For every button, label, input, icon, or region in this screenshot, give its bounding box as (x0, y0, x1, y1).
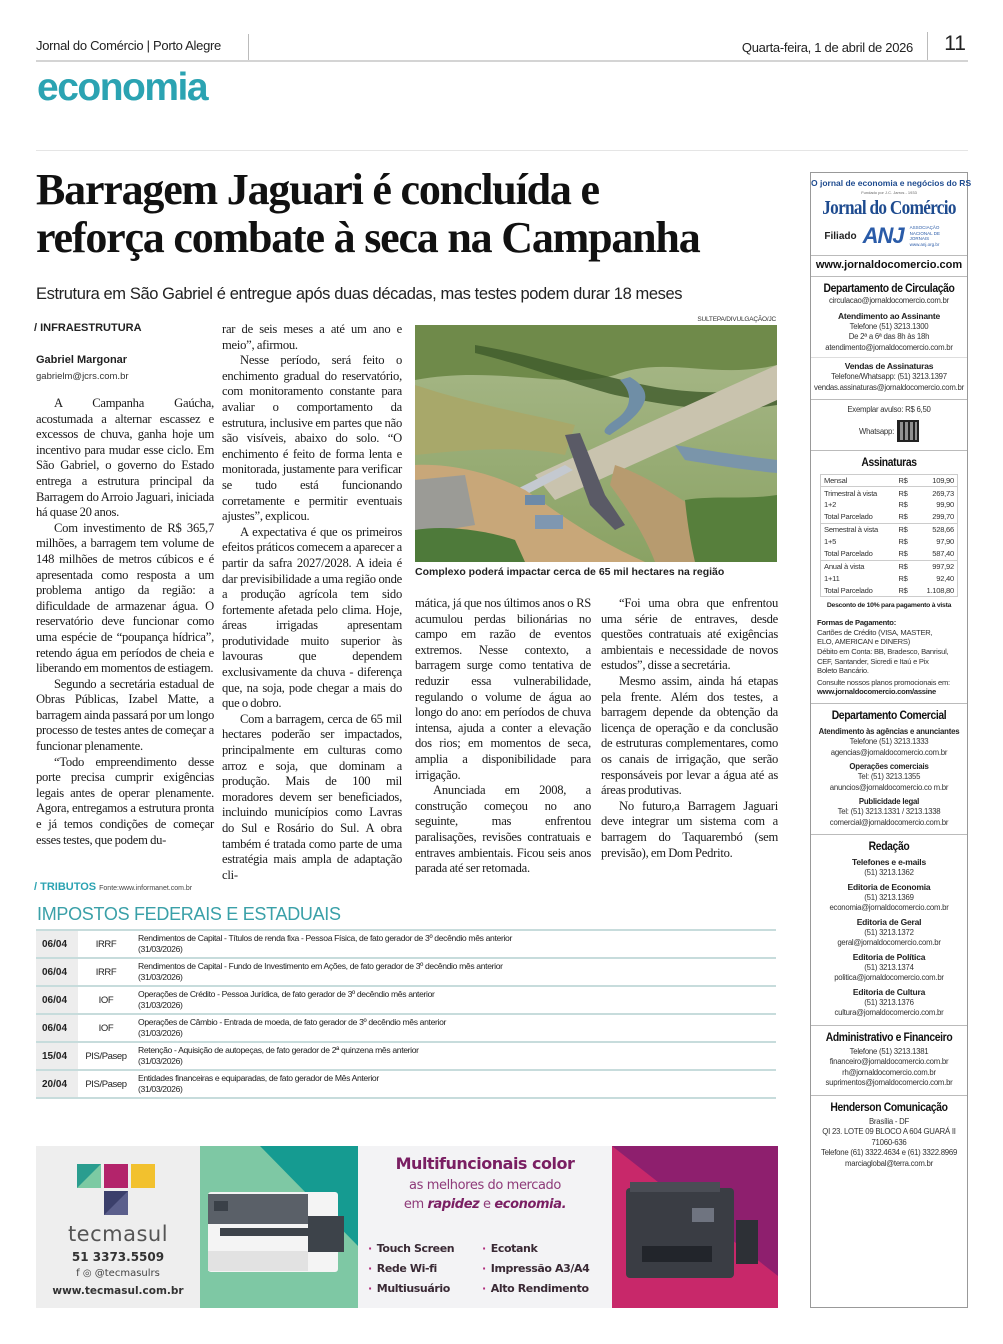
ad-website[interactable]: www.tecmasul.com.br (52, 1285, 184, 1297)
article-column-2 (222, 322, 402, 882)
henderson-phones: Telefone (61) 3322.4634 e (61) 3322.8969 (820, 1148, 958, 1157)
paragraph: Segundo a secretária estadual de Obras Públicas, Izabel Matte, a barragem ainda passará por um longo processo de testes antes de começar a funcionar plenamente. (36, 676, 214, 754)
avulso-price: Exemplar avulso: R$ 6,50 (847, 405, 931, 414)
author-name: Gabriel Margonar (36, 354, 128, 366)
plan-name: Anual à vista (821, 560, 896, 572)
ad-brand-name: tecmasul (67, 1222, 169, 1246)
tax-reference-date: (31/03/2026) (138, 1028, 183, 1038)
subscription-price-table (820, 474, 958, 598)
currency: R$ (898, 548, 908, 558)
subscription-row (821, 584, 958, 596)
rh-email[interactable]: rh@jornaldocomercio.com.br (842, 1067, 936, 1077)
plan-price: 99,90 (936, 500, 954, 510)
tecmasul-advertisement[interactable] (36, 1146, 778, 1308)
editoria-phone: (51) 3213.1372 (864, 927, 914, 937)
plan-price: 587,40 (932, 548, 954, 558)
currency: R$ (898, 475, 908, 485)
tax-row (36, 930, 776, 958)
tax-due-date: 06/04 (36, 958, 78, 986)
suprimentos-email[interactable]: suprimentos@jornaldocomercio.com.br (825, 1078, 953, 1087)
tax-row (36, 1070, 776, 1098)
ad-printer-panel-2 (612, 1146, 778, 1308)
tax-reference-date: (31/03/2026) (138, 1000, 183, 1010)
jornal-do-comercio-logo: Jornal do Comércio (822, 197, 956, 219)
paragraph: “Todo empreendimento desse porte precisa cumprir exigências legais antes de operar plenamente. Agora, entregamos a estrutura pronta e já temos condições de começar esses testes, que podem du- (36, 754, 214, 847)
assinaturas-title: Assinaturas (861, 456, 917, 469)
legal-phone: Tel: (51) 3213.1331 / 3213.1338 (837, 807, 941, 816)
photo-caption: Complexo poderá impactar cerca de 65 mil hectares na região (415, 566, 725, 578)
paragraph: rar de seis meses a até um ano e meio”, afirmou. (222, 322, 402, 352)
redacao-box (811, 835, 967, 1026)
headline-line: reforça combate à seca na Campanha (36, 213, 700, 262)
article-column-3 (415, 596, 591, 876)
ad-tagline-2 (358, 1196, 612, 1213)
tax-reference-date: (31/03/2026) (138, 944, 183, 954)
ad-text-emphasis: rapidez (427, 1197, 480, 1212)
agencias-title: Atendimento às agências e anunciantes (818, 727, 960, 736)
ad-feature: · Ecotank (482, 1242, 537, 1256)
assinante-email[interactable]: atendimento@jornaldocomercio.com.br (825, 342, 953, 352)
operacoes-title: Operações comerciais (849, 762, 929, 771)
article-kicker: / INFRAESTRUTURA (34, 322, 142, 334)
subscription-row (821, 536, 958, 548)
payment-line: Cartões de Crédito (VISA, MASTER, (817, 627, 933, 637)
editoria-email[interactable]: politica@jornaldocomercio.com.br (834, 973, 944, 982)
redacao-item (811, 882, 967, 914)
issue-date: Quarta-feira, 1 de abril de 2026 (741, 40, 913, 55)
tax-type: IRRF (95, 966, 117, 978)
payment-line: Débito em Conta: BB, Bradesco, Banrisul, (817, 647, 949, 657)
paragraph: A Campanha Gaúcha, acostumada a alternar escassez e excessos de chuva, ganha hoje um incentivo para mudar esse ciclo. Em São Gabriel, o governo do Estado entrega a estrutura principal da Barragem do Arroio Jaguari, iniciada há quase 20 anos. (36, 396, 214, 520)
tax-reference-date: (31/03/2026) (138, 972, 183, 982)
comercial-box (811, 704, 967, 835)
article-headline (36, 166, 796, 262)
plan-price: 1.108,80 (926, 585, 954, 595)
subscription-row (821, 511, 958, 523)
administrativo-box (811, 1026, 967, 1096)
article-subhead: Estrutura em São Gabriel é entregue após duas décadas, mas testes podem durar 18 meses (36, 285, 683, 303)
plan-name: Total Parcelado (824, 585, 873, 595)
currency: R$ (898, 500, 908, 510)
author-email[interactable]: gabrielm@jcrs.com.br (36, 371, 129, 382)
ad-feature: · Alto Rendimento (482, 1282, 589, 1296)
ad-phone: 51 3373.5509 (71, 1250, 165, 1264)
vendas-title: Vendas de Assinaturas (844, 361, 934, 371)
currency: R$ (895, 560, 915, 572)
header-divider (927, 32, 928, 60)
henderson-city: Brasília - DF (868, 1116, 910, 1126)
comercial-title: Departamento Comercial (831, 710, 947, 722)
plan-price: 97,90 (936, 537, 954, 547)
plan-name: 1+11 (824, 573, 840, 583)
tax-type: IOF (98, 994, 114, 1006)
publication-name: Jornal do Comércio | Porto Alegre (36, 38, 221, 53)
avulso-box (811, 400, 967, 451)
henderson-box (811, 1096, 967, 1308)
tax-due-date: 06/04 (36, 930, 78, 958)
filiado-label: Filiado (824, 230, 857, 242)
paragraph: mática, já que nos últimos anos o RS acumulou perdas bilionárias no campo em razão de eventos extremos. Nesse contexto, a barragem surge como tentativa de reduzir essa vulnerabilidade, regulando o volume de água ao longo do ano: em períodos de chuva intensa, ajuda a conter a elevação dos rios; em momentos de seca, amplia a disponibilidade para irrigação. (415, 596, 591, 782)
henderson-email[interactable]: marciaglobal@terra.com.br (845, 1158, 933, 1168)
anj-affiliation (811, 223, 967, 249)
qr-code-icon[interactable] (897, 420, 919, 442)
editoria-title: Editoria de Geral (856, 916, 922, 927)
page-header (36, 30, 968, 62)
section-divider (36, 150, 968, 151)
editoria-title: Editoria de Política (852, 951, 926, 962)
facebook-icon: f (76, 1268, 80, 1279)
page-number: 11 (944, 32, 966, 55)
tax-description (134, 1042, 776, 1070)
plan-price: 997,92 (915, 560, 957, 572)
tax-description-text: Operações de Crédito - Pessoa Jurídica, de fato gerador de 3º decêndio mês anterior (138, 989, 435, 999)
tax-row (36, 1042, 776, 1070)
editoria-email[interactable]: economia@jornaldocomercio.com.br (829, 903, 949, 912)
plan-name: Semestral à vista (821, 524, 896, 536)
assinaturas-box (811, 451, 967, 705)
article-column-4 (601, 596, 778, 866)
paragraph: Mesmo assim, ainda há etapas pela frente. Além dos testes, a barragem depende da obtenção da licença de operação e da conclusão de estruturas complementares, como os canais de irrigação, que serão responsáveis por levar a água até as áreas produtivas. (601, 673, 778, 798)
dam-aerial-photo (415, 325, 777, 562)
header-divider (248, 34, 249, 60)
editoria-phone: (51) 3213.1374 (864, 962, 914, 972)
tax-description-text: Retenção - Aquisição de autopeças, de fato gerador de 2ª quinzena mês anterior (138, 1045, 419, 1055)
tax-description (134, 1014, 776, 1042)
henderson-address: QI 23. LOTE 09 BLOCO A 604 GUARÁ II (822, 1127, 956, 1136)
redacao-item (811, 857, 967, 879)
paragraph: No futuro,a Barragem Jaguari deve integrar um sistema com a barragem do Taquarembó (sem previsão), em Dom Pedrito. (601, 798, 778, 860)
plan-price: 528,66 (915, 524, 957, 536)
tax-description-text: Operações de Câmbio - Entrada de moeda, de fato gerador de 3º decêndio mês anterior (138, 1017, 447, 1027)
currency: R$ (898, 512, 908, 522)
vendas-phone: Telefone/Whatsapp: (51) 3213.1397 (831, 372, 947, 381)
operacoes-email[interactable]: anuncios@jornaldocomercio.co m.br (829, 782, 949, 792)
editoria-phone: (51) 3213.1369 (864, 892, 914, 902)
plan-price: 92,40 (936, 573, 954, 583)
ad-brand-panel (36, 1146, 200, 1308)
ad-feature: · Touch Screen (368, 1242, 454, 1256)
redacao-item (811, 952, 967, 984)
editoria-email[interactable]: geral@jornaldocomercio.com.br (837, 938, 941, 947)
ad-printer-panel (200, 1146, 358, 1308)
tributos-label: / TRIBUTOS (34, 881, 97, 893)
tax-reference-date: (31/03/2026) (138, 1084, 183, 1094)
tax-due-date: 06/04 (36, 986, 78, 1014)
payment-line: Boleto Bancário. (817, 666, 869, 676)
subscription-row (821, 499, 958, 511)
administrativo-phone: Telefone (51) 3213.1381 (849, 1046, 929, 1056)
payment-methods (811, 618, 967, 697)
ad-feature: · Rede Wi-fi (368, 1262, 437, 1276)
operacoes-phone: Tel: (51) 3213.1355 (857, 772, 921, 781)
promo-link[interactable]: www.jornaldocomercio.com/assine (817, 687, 936, 697)
ad-social (36, 1267, 200, 1280)
paragraph: Nesse período, será feito o enchimento gradual do reservatório, com monitoramento constante para avaliar o comportamento da estrutura, inclusive em partes que não são visíveis, abaixo do solo. “O enchimento é feito de forma lenta e monitorada, justamente para verificar se tudo está funcionando corretamente e permitir eventuais ajustes”, explicou. (222, 353, 402, 524)
masthead-founded: Fundado por J.C. Jarros - 1933 (861, 190, 917, 195)
currency: R$ (898, 537, 908, 547)
tributos-source: Fonte:www.informanet.com.br (99, 885, 193, 892)
promo-text: Consulte nossos planos promocionais em: (817, 677, 950, 687)
paragraph: Com a barragem, cerca de 65 mil hectares poderão ser impactados, principalmente em culturas como arroz e soja, que dominam a produção. Mais de 100 mil moradores devem ser beneficiados, incluindo municípios como Lavras do Sul e Rosário do Sul. A obra também é tratada como parte de uma estratégia mais ampla de adaptação cli- (222, 711, 402, 882)
ad-tagline: as melhores do mercado (409, 1178, 561, 1193)
redacao-list (811, 857, 967, 1019)
editoria-title: Editoria de Cultura (852, 986, 926, 997)
ad-text: e (483, 1197, 491, 1212)
dam-aerial-illustration (415, 325, 777, 562)
tax-description-text: Rendimentos de Capital - Títulos de renda fixa - Pessoa Física, de fato gerador de 3º decêndio mês anterior (138, 933, 512, 943)
henderson-title: Henderson Comunicação (830, 1101, 948, 1114)
assinante-hours: De 2ª a 6ª das 8h às 18h (848, 332, 930, 341)
agencias-email[interactable]: agencias@jornaldocomercio.com.br (830, 747, 948, 757)
divider (811, 357, 967, 358)
tax-calendar-table (36, 929, 776, 1099)
tax-due-date: 20/04 (36, 1070, 78, 1098)
masthead-logo-box (811, 173, 972, 256)
printer-dark-image (612, 1146, 778, 1308)
masthead-tagline: O jornal de economia e negócios do RS (811, 178, 972, 188)
headline-line: Barragem Jaguari é concluída e (36, 165, 599, 214)
currency: R$ (895, 524, 915, 536)
website-box (811, 256, 967, 277)
circulacao-box (811, 277, 967, 400)
circulacao-title: Departamento de Circulação (823, 283, 955, 295)
plan-name: Total Parcelado (824, 548, 873, 558)
editoria-title: Telefones e e-mails (852, 857, 926, 867)
assinante-title: Atendimento ao Assinante (837, 310, 941, 321)
tax-type: PIS/Pasep (85, 1078, 127, 1090)
payment-line: CEF, Santander, Sicredi e Itaú e Pix (817, 656, 929, 666)
photo-credit: SULTEPA/DIVULGAÇÃO/JC (697, 316, 776, 323)
tax-due-date: 06/04 (36, 1014, 78, 1042)
anj-logo: ANJ (862, 223, 904, 248)
ad-text-emphasis: economia. (494, 1197, 567, 1212)
editoria-phone: (51) 3213.1362 (864, 868, 914, 877)
tax-description (134, 986, 776, 1014)
subscription-row (821, 487, 958, 499)
paragraph: Anunciada em 2008, a construção começou no ano seguinte, mas enfrentou paralisações, revisões contratuais e entraves ambientais. Ficou seis anos parada até ser retomada. (415, 783, 591, 876)
financeiro-email[interactable]: financeiro@jornaldocomercio.com.br (829, 1057, 949, 1066)
printer-white-image (200, 1146, 358, 1308)
subscription-row (821, 474, 958, 487)
plan-name: Mensal (824, 475, 847, 485)
tax-type: IRRF (95, 938, 117, 950)
legal-email[interactable]: comercial@jornaldocomercio.com.br (829, 817, 949, 827)
currency: R$ (895, 487, 915, 499)
tax-description-text: Entidades financeiras e equiparadas, de fato gerador de Mês Anterior (138, 1073, 379, 1083)
paragraph: Com investimento de R$ 365,7 milhões, a barragem tem volume de 148 milhões de metros cúbicos e é apresentada como resposta a um problema antigo da região: a dificuldade de armazenar água. O reservatório deve funcionar como uma espécie de “poupança hídrica”, retendo água em períodos de cheia e liberando em momentos de estiagem. (36, 520, 214, 676)
article-column-1 (36, 396, 214, 866)
tax-row (36, 986, 776, 1014)
payment-line: ELO, AMERICAN e DINERS) (817, 637, 910, 647)
whatsapp-row (811, 420, 967, 444)
editoria-phone: (51) 3213.1376 (864, 997, 914, 1007)
tax-due-date: 15/04 (36, 1042, 78, 1070)
vendas-email[interactable]: vendas.assinaturas@jornaldocomercio.com.br (814, 382, 964, 392)
payment-title: Formas de Pagamento: (817, 618, 896, 628)
plan-name: Trimestral à vista (821, 487, 896, 499)
paragraph: A expectativa é que os primeiros efeitos práticos comecem a aparecer a partir da safra 2027/2028. A ideia é dar previsibilidade a uma região onde a produção agrícola tem sido fortemente afetada pelo clima. Hoje, áreas irrigadas apresentam produtividade muito superior às lavouras que dependem exclusivamente da chuva - diferença que, na soja, pode chegar a mais do que o dobro. (222, 524, 402, 711)
tax-type: IOF (98, 1022, 114, 1034)
tributos-title: IMPOSTOS FEDERAIS E ESTADUAIS (37, 904, 341, 924)
ad-feature: · Impressão A3/A4 (482, 1262, 589, 1276)
whatsapp-label: Whatsapp: (858, 426, 895, 436)
discount-note: Desconto de 10% para pagamento à vista (826, 602, 952, 610)
editoria-email[interactable]: cultura@jornaldocomercio.com.br (834, 1008, 944, 1017)
tax-description-text: Rendimentos de Capital - Fundo de Investimento em Ações, de fato gerador de 3º decêndio mês anterior (138, 961, 503, 971)
henderson-cep: 71060-636 (871, 1137, 907, 1147)
agencias-phone: Telefone (51) 3213.1333 (849, 737, 929, 746)
plan-price: 109,90 (932, 475, 954, 485)
tax-reference-date: (31/03/2026) (138, 1056, 183, 1066)
ad-copy-panel (358, 1146, 612, 1308)
ad-social-handle: @tecmasulrs (94, 1268, 160, 1279)
assinante-phone: Telefone (51) 3213.1300 (849, 321, 929, 331)
currency: R$ (898, 585, 908, 595)
tax-description (134, 1070, 776, 1098)
subscription-row (821, 548, 958, 560)
section-title: economia (37, 66, 208, 109)
tributos-kicker (34, 881, 192, 893)
editoria-title: Editoria de Economia (847, 881, 931, 892)
anj-logo-subtitle: ASSOCIAÇÃO NACIONAL DE JORNAIS www.anj.org.br (909, 225, 940, 247)
circulacao-email[interactable]: circulacao@jornaldocomercio.com.br (829, 296, 949, 305)
tecmasul-logo-icon (77, 1164, 157, 1220)
subscription-row (821, 524, 958, 536)
website-link[interactable]: www.jornaldocomercio.com (815, 259, 963, 271)
administrativo-title: Administrativo e Financeiro (825, 1031, 953, 1044)
ad-headline: Multifuncionais color (395, 1154, 575, 1173)
subscription-row (821, 573, 958, 585)
tax-description (134, 958, 776, 986)
tax-row (36, 1014, 776, 1042)
redacao-title: Redação (868, 841, 910, 853)
plan-name: 1+5 (824, 537, 837, 547)
redacao-item (811, 917, 967, 949)
paragraph: “Foi uma obra que enfrentou uma série de entraves, desde questões contratuais até exigências ambientais e necessidade de novos estudos”, disse a secretária. (601, 596, 778, 673)
plan-name: Total Parcelado (824, 512, 873, 522)
ad-text: em (403, 1197, 424, 1212)
tax-type: PIS/Pasep (85, 1050, 127, 1062)
plan-name: 1+2 (824, 500, 837, 510)
redacao-item (811, 987, 967, 1019)
subscription-row (821, 560, 958, 572)
masthead-sidebar (810, 172, 972, 1308)
tax-row (36, 958, 776, 986)
plan-price: 299,70 (932, 512, 954, 522)
instagram-icon: ◎ (82, 1268, 92, 1279)
plan-price: 269,73 (915, 487, 957, 499)
currency: R$ (898, 573, 908, 583)
tax-description (134, 930, 776, 958)
legal-title: Publicidade legal (858, 797, 920, 806)
ad-feature: · Multiusuário (368, 1282, 450, 1296)
